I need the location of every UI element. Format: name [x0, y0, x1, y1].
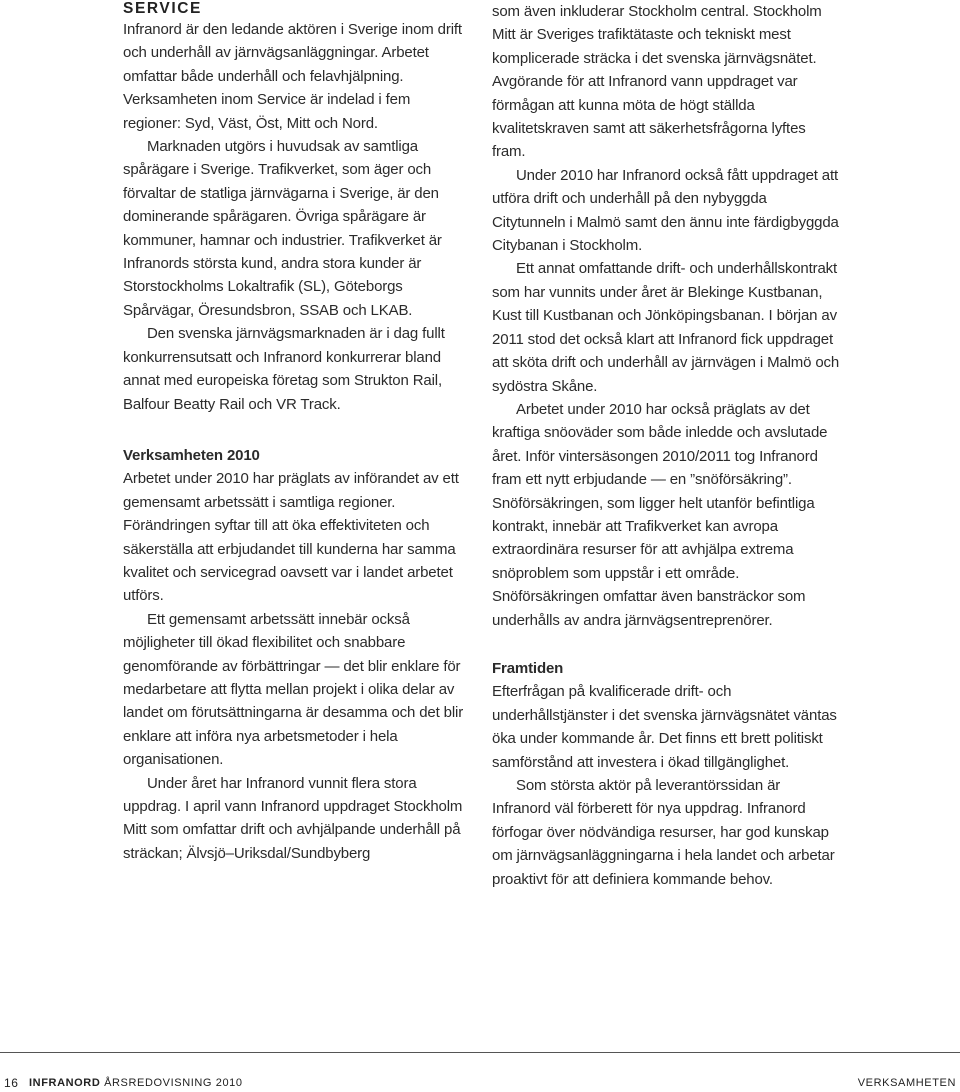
right-column: [492, 0, 842, 891]
paragraph: Som största aktör på leverantörssidan är Infranord väl förberett för nya uppdrag. Infranord förfogar över nödvändiga resurser, har god kunskap om järnvägsanläggningarna i hela landet och arbetar proaktivt för att definiera kommande behov.: [492, 777, 835, 888]
left-column: [123, 0, 468, 865]
subheading-framtiden: Framtiden: [492, 659, 564, 677]
paragraph: Arbetet under 2010 har präglats av införandet av ett gemensamt arbetssätt i samtliga regioner. Förändringen syftar till att öka effektiviteten och säkerställa att erbjudandet till kunderna har samma kvalitet och servicegrad oavsett var i landet arbetet utförs.: [123, 470, 459, 605]
paragraph: Den svenska järnvägsmarknaden är i dag fullt konkurrensutsatt och Infranord konkurrerar bland annat med europeiska företag som Strukton Rail, Balfour Beatty Rail och VR Track.: [123, 325, 445, 413]
paragraph: Ett gemensamt arbetssätt innebär också möjligheter till ökad flexibilitet och snabbare genomförande av förbättringar — det blir enklare för medarbetare att flytta mellan projekt i olika delar av landet om förutsättningarna är desamma och det blir enklare att införa nya arbetsmetoder i hela organisationen.: [123, 610, 464, 769]
paragraph: Ett annat omfattande drift- och underhållskontrakt som har vunnits under året är Blekinge Kustbanan, Kust till Kustbanan och Jönköpingsbanan. I början av 2011 stod det också klart att Infranord fick uppdraget att sköta drift och underhåll av järnvägen i Malmö och sydöstra Skåne.: [492, 260, 840, 395]
page-number: 16: [4, 1076, 19, 1090]
paragraph: Under 2010 har Infranord också fått uppdraget att utföra drift och underhåll på den nybyggda Citytunneln i Malmö samt den ännu inte färdigbyggda Citybanan i Stockholm.: [492, 166, 839, 255]
footer-section-title: VERKSAMHETEN: [857, 1077, 956, 1089]
section-label: SERVICE: [123, 0, 202, 17]
paragraph: som även inkluderar Stockholm central. Stockholm Mitt är Sveriges trafiktätaste och tekniskt mest komplicerade sträcka i det svenska järnvägsnätet. Avgörande för att Infranord vann uppdraget var förmågan att kunna möta de högt ställda kvalitetskraven samt att säkerhetsfrågorna lyftes fram.: [492, 3, 822, 161]
footer-report-title: [29, 1077, 243, 1089]
footer-brand: INFRANORD: [29, 1077, 101, 1089]
paragraph: Efterfrågan på kvalificerade drift- och underhållstjänster i det svenska järnvägsnätet väntas öka under kommande år. Det finns ett brett politiskt samförstånd att investera i ökad tillgänglighet.: [492, 683, 837, 771]
page-footer: [0, 1052, 960, 1092]
paragraph: Under året har Infranord vunnit flera stora uppdrag. I april vann Infranord uppdraget Stockholm Mitt som omfattar drift och avhjälpande underhåll på sträckan; Älvsjö–Uriksdal/Sundbyberg: [123, 774, 463, 862]
paragraph: Infranord är den ledande aktören i Sverige inom drift och underhåll av järnvägsanläggningar. Arbetet omfattar både underhåll och felavhjälpning. Verksamheten inom Service är indelad i fem regioner: Syd, Väst, Öst, Mitt och Nord.: [123, 21, 462, 132]
paragraph: Marknaden utgörs i huvudsak av samtliga spårägare i Sverige. Trafikverket, som äger och förvaltar de statliga järnvägarna i Sverige, är den dominerande spårägaren. Övriga spårägare är kommuner, hamnar och industrier. Trafikverket är Infranords största kund, andra stora kunder är Storstockholms Lokaltrafik (SL), Göteborgs Spårvägar, Öresundsbron, SSAB och LKAB.: [123, 138, 442, 319]
footer-report-name: ÅRSREDOVISNING 2010: [104, 1077, 243, 1089]
paragraph: Arbetet under 2010 har också präglats av det kraftiga snöoväder som både inledde och avslutade året. Inför vintersäsongen 2010/2011 tog Infranord fram ett nytt erbjudande — en ”snöförsäkring”. Snöförsäkringen, som ligger helt utanför befintliga kontrakt, innebär att Trafikverket kan avropa extraordinära resurser för att avhjälpa extrema snöproblem som uppstår i ett område. Snöförsäkringen omfattar även bansträckor som underhålls av andra järnvägsentreprenörer.: [492, 400, 828, 629]
subheading-verksamheten: Verksamheten 2010: [123, 446, 260, 464]
